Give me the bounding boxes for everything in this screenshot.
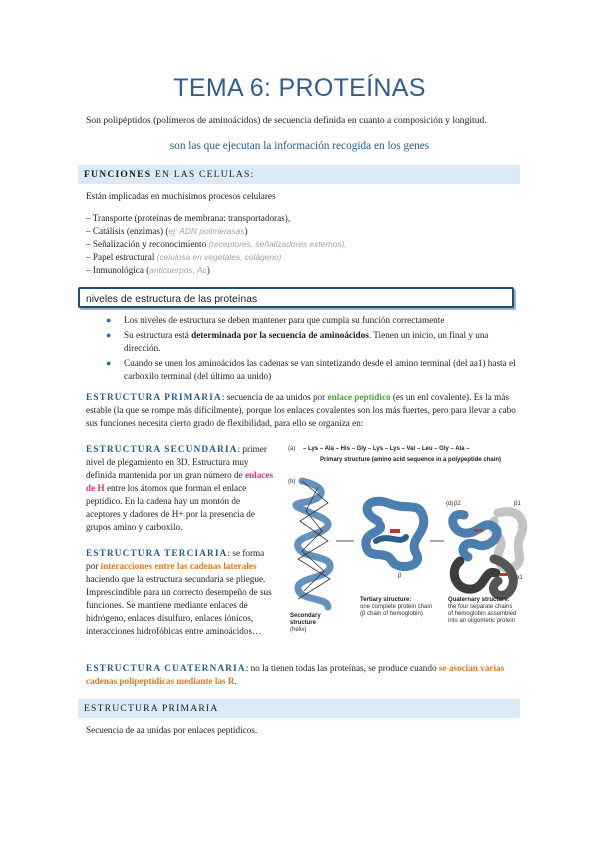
subtitle: son las que ejecutan la información recogida en los genes: [169, 140, 430, 152]
funciones-item: [86, 225, 516, 238]
funciones-item: [86, 238, 516, 251]
primaria-label: ESTRUCTURA PRIMARIA: [86, 392, 222, 402]
protein-structure-svg: [288, 441, 528, 636]
terciaria-highlight: interacciones entre las cadenas laterales: [100, 561, 257, 571]
primaria-text-end: (es un enl covalente). Es la más estable (la que se rompe más difícilmente), porque los enlaces covalentes son los más fuertes, pero para llevar a cabo sus funciones necesita cierto grado de flexibilidad, para ello se organiza en:: [86, 392, 516, 428]
primaria-text: : secuencia de aa unidos por: [221, 392, 328, 402]
niveles-bullet-text: Su estructura está: [124, 330, 192, 340]
figure-label-a: (a): [288, 446, 296, 452]
primaria-heading-bar: ESTRUCTURA PRIMARIA: [78, 699, 520, 718]
niveles-bullet: [96, 357, 516, 383]
cuaternaria-paragraph: [86, 662, 518, 688]
funciones-item-note: anticuerpos, Ac: [149, 265, 207, 275]
quaternary-label-2: the four separate chains: [448, 604, 513, 610]
funciones-item-text: – Papel estructural: [86, 252, 157, 262]
quaternary-label-3: of hemoglobin assembled: [448, 611, 517, 617]
funciones-item-note: ej: ADN polimerasas: [168, 226, 245, 236]
niveles-bullet-text: Los niveles de estructura se deben mantener para que cumpla su función correctamente: [124, 315, 445, 325]
secundaria-text-end: entre los átomos que forman el enlace peptídico. En la cadena hay un montón de aceptores y dadores de H+ por la presencia de grupos amino y carboxilo.: [86, 483, 255, 532]
funciones-heading-bold: FUNCIONES: [84, 169, 152, 180]
funciones-item: [86, 251, 516, 264]
niveles-bullet-text-end: . Tienen un inicio, un final y una dirección.: [124, 330, 489, 353]
funciones-list: [86, 212, 516, 277]
funciones-item-close: ): [244, 226, 248, 236]
page-title: TEMA 6: PROTEÍNAS: [173, 74, 426, 102]
funciones-item-note: (receptores, señalizadores externos),: [208, 239, 347, 249]
secundaria-label: ESTRUCTURA SECUNDARIA: [86, 444, 238, 454]
secondary-label-1: Secondary: [290, 613, 321, 619]
cuaternaria-label: ESTRUCTURA CUATERNARIA: [86, 663, 246, 673]
funciones-heading-rest: EN LAS CELULAS:: [151, 169, 255, 180]
niveles-bullet-text: Cuando se unen los aminoácidos las cadenas se van sintetizando desde el amino terminal (del aa1) hasta el carboxilo terminal (del último aa unido): [124, 358, 516, 381]
tertiary-label-1: Tertiary structure:: [360, 597, 412, 603]
cuaternaria-text: : no la tienen todas las proteínas, se produce cuando: [245, 663, 439, 673]
cuaternaria-highlight: se asocian varias cadenas polipeptídicas mediante las R: [86, 663, 505, 686]
secundaria-highlight: enlaces de H: [86, 470, 274, 493]
niveles-bullet: [96, 314, 516, 327]
quaternary-beta1: β1: [514, 501, 521, 507]
quaternary-beta2: β2: [454, 501, 461, 507]
funciones-item-text: – Inmunológica (: [86, 265, 150, 275]
tertiary-label-2: one complete protein chain: [360, 604, 433, 610]
funciones-item: [86, 264, 516, 277]
secundaria-text: : primer nivel de plegamiento en 3D. Estructura muy definida mantenida por un gran número de: [86, 444, 267, 480]
niveles-bullet-bold: determinada por la secuencia de aminoácidos: [191, 330, 369, 340]
terciaria-text: : se forma por: [86, 548, 265, 571]
figure-sequence: – Lys – Ala – His – Gly – Lys – Lys – Val – Leu – Gly – Ala –: [303, 446, 470, 452]
funciones-item-text: – Catálisis (enzimas) (: [86, 226, 169, 236]
quaternary-label-1: Quaternary structure:: [448, 597, 510, 603]
primaria-paragraph: [86, 391, 518, 430]
primaria-final-text: Secuencia de aa unidas por enlaces peptídicos.: [86, 725, 258, 735]
protein-structure-figure: [288, 441, 528, 636]
funciones-item: [86, 212, 516, 225]
figure-label-c: (c): [366, 501, 373, 507]
cuaternaria-text-end: .: [234, 676, 237, 686]
primaria-highlight: enlace peptídico: [327, 392, 391, 402]
tertiary-label-3: (β chain of hemoglobin): [360, 611, 423, 617]
funciones-item-close: ): [206, 265, 210, 275]
niveles-heading-box: niveles de estructura de las proteínas: [78, 287, 514, 308]
bullet-dot-icon: ●: [106, 315, 112, 325]
niveles-list: [96, 314, 516, 385]
figure-primary-caption: Primary structure (amino acid sequence in a polypeptide chain): [320, 457, 502, 463]
tertiary-chain-icon: [366, 501, 424, 566]
funciones-item-note: (celulosa en vegetales, colágeno): [156, 252, 282, 262]
helix-icon: [296, 481, 330, 607]
terciaria-text-end: haciendo que la estructura secundaria se pliegue. Imprescindible para un correcto desempeño de sus funciones. Se mantiene mediante enlaces de hidrógeno, enlaces disulfuro, enlaces iónicos, interacciones hidrofóbicas entre aminoácidos…: [86, 574, 272, 636]
funciones-lead: Están implicadas en muchísimos procesos celulares: [86, 191, 276, 201]
quaternary-protein-icon: [453, 512, 523, 596]
funciones-item-text: – Transporte (proteínas de membrana: transportadoras),: [86, 213, 291, 223]
quaternary-alpha2: α2: [452, 575, 459, 581]
funciones-item-text: – Señalización y reconocimiento: [86, 239, 209, 249]
figure-label-b: (b): [288, 479, 296, 485]
terciaria-paragraph: [86, 547, 276, 638]
secondary-label-3: (helix): [290, 627, 307, 633]
intro-text: Son polipéptidos (polímeros de aminoácidos) de secuencia definida en cuanto a composición y longitud.: [86, 115, 487, 126]
niveles-bullet: [96, 329, 516, 355]
secundaria-paragraph: [86, 443, 276, 534]
bullet-dot-icon: ●: [106, 330, 112, 340]
bullet-dot-icon: ●: [106, 358, 112, 368]
funciones-heading-bar: [78, 165, 520, 184]
secondary-label-2: structure: [290, 620, 317, 626]
terciaria-label: ESTRUCTURA TERCIARIA: [86, 548, 228, 558]
figure-label-d: (d): [446, 501, 454, 507]
quaternary-label-4: into an oligomeric protein: [448, 618, 516, 624]
tertiary-beta: β: [398, 573, 402, 579]
quaternary-alpha1: α1: [516, 575, 523, 581]
